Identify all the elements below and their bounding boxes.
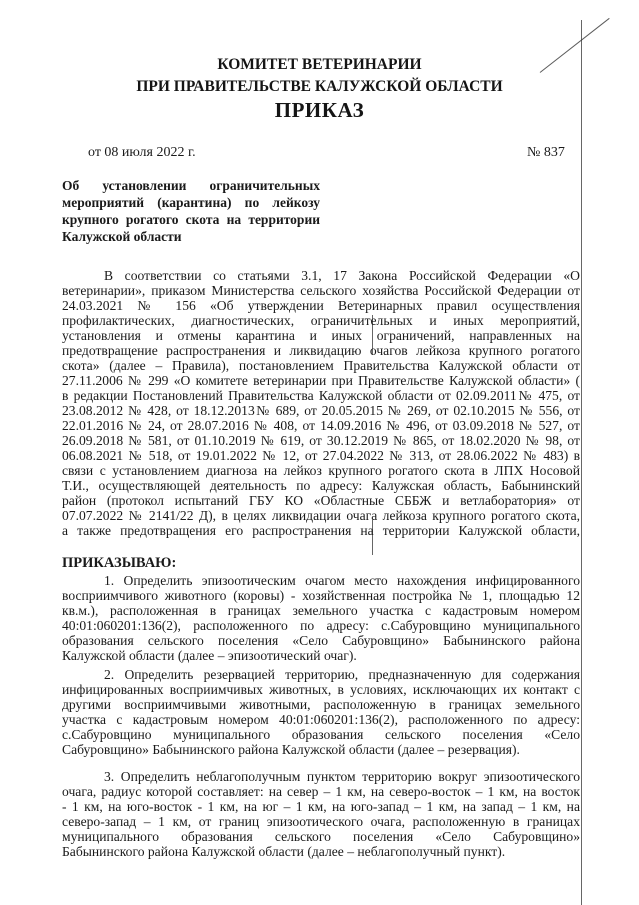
order-item-line: 1. Определить эпизоотическим очагом место нахождения инфицированного <box>104 573 580 588</box>
subject-line: крупного рогатого скота на территории <box>62 212 320 227</box>
preamble-line: 24.03.2021 № 156 «Об утверждении Ветеринарных правил осуществления <box>62 298 580 313</box>
order-item-line: кв.м.), расположенная в границах земельного участка с кадастровым номером <box>62 603 580 618</box>
preamble-line: ветеринарии», приказом Министерства сельского хозяйства Российской Федерации от <box>62 283 580 298</box>
order-item-line: 40:01:060201:136(2), расположенного по адресу: с.Сабуровщино муниципального <box>62 618 580 633</box>
order-item-line: образования сельского поселения «Село Сабуровщино» Бабынинского района <box>62 633 580 648</box>
subject-line: мероприятий (карантина) по лейкозу <box>62 195 320 210</box>
order-item-line: Бабынинского района Калужской области (далее – неблагополучный пункт). <box>62 844 506 859</box>
preamble-line: Т.И., осуществляющей деятельность по адресу: Калужская область, Бабынинский <box>62 478 580 493</box>
order-item-line: 3. Определить неблагополучным пунктом территорию вокруг эпизоотического <box>104 769 580 784</box>
preamble-line: 07.07.2022 № 2141/22 Д), в целях ликвидации очага лейкоза крупного рогатого скота, <box>62 508 580 523</box>
preamble-line: профилактических, диагностических, ограничительных и иных мероприятий, <box>62 313 580 328</box>
preamble-line: 27.11.2006 № 299 «О комитете ветеринарии при Правительстве Калужской области» ( <box>62 373 580 388</box>
preamble-line: район (протокол испытаний ГБУ КО «Областные СББЖ и ветлаборатория» от <box>62 493 580 508</box>
org-name-line-1: КОМИТЕТ ВЕТЕРИНАРИИ <box>217 56 422 73</box>
order-item-line: 2. Определить резервацией территорию, предназначенную для содержания <box>104 667 580 682</box>
preamble-line: в редакции Постановлений Правительства Калужской области от 02.09.2011№ 475, от <box>62 388 580 403</box>
subject-line: Об установлении ограничительных <box>62 178 320 193</box>
scan-line-right <box>581 20 582 905</box>
preamble-line: 22.01.2016 № 24, от 28.07.2016 № 408, от 14.09.2016 № 496, от 03.09.2018 № 527, от <box>62 418 580 433</box>
order-item-line: инфицированных восприимчивых животных, в условиях, исключающих их контакт с <box>62 682 580 697</box>
preamble-line: предотвращение распространения и ликвидацию очагов лейкоза крупного рогатого <box>62 343 580 358</box>
preamble-line: установления и отмены карантина и иных ограничений, направленных на <box>62 328 580 343</box>
preamble-line: 26.09.2018 № 581, от 01.10.2019 № 619, от 30.12.2019 № 865, от 18.02.2020 № 98, от <box>62 433 580 448</box>
document-type: ПРИКАЗ <box>274 98 365 122</box>
orders-heading: ПРИКАЗЫВАЮ: <box>62 555 177 571</box>
preamble-line: В соответствии со статьями 3.1, 17 Закона Российской Федерации «О <box>104 268 580 283</box>
document-number: № 837 <box>527 145 565 160</box>
org-name-line-2: ПРИ ПРАВИТЕЛЬСТВЕ КАЛУЖСКОЙ ОБЛАСТИ <box>136 78 503 95</box>
subject-line: Калужской области <box>62 229 182 244</box>
order-item-line: Сабуровщино» Бабынинского района Калужской области (далее – резервация). <box>62 742 520 757</box>
order-item-line: - 1 км, на юго-восток - 1 км, на юг – 1 км, на юго-запад – 1 км, на запад – 1 км, на <box>62 799 580 814</box>
order-item-line: Калужской области (далее – эпизоотический очаг). <box>62 648 357 663</box>
order-item-line: муниципального образования сельского поселения «Село Сабуровщино» <box>62 829 580 844</box>
preamble-line: 23.08.2012 № 428, от 18.12.2013№ 689, от 20.05.2015 № 269, от 02.10.2015 № 556, от <box>62 403 580 418</box>
order-item-line: очага, радиус которой составляет: на север – 1 км, на северо-восток – 1 км, на восток <box>62 784 580 799</box>
preamble-line: 06.08.2021 № 518, от 19.01.2022 № 12, от 27.04.2022 № 313, от 28.06.2022 № 483) в <box>62 448 580 463</box>
order-item-line: восприимчивого животного (коровы) - хозяйственная постройка № 1, площадью 12 <box>62 588 580 603</box>
document-date: от 08 июля 2022 г. <box>88 145 196 160</box>
order-item-line: участка с кадастровым номером 40:01:060201:136(2), расположенного по адресу: <box>62 712 580 727</box>
preamble-line: связи с установлением диагноза на лейкоз крупного рогатого скота в ЛПХ Носовой <box>62 463 580 478</box>
preamble-line: а также предотвращения его распространения на территории Калужской области, <box>62 523 580 538</box>
order-item-line: северо-запад – 1 км, от границ эпизоотического очага, расположенную в границах <box>62 814 580 829</box>
preamble-line: скота» (далее – Правила), постановлением Правительства Калужской области от <box>62 358 580 373</box>
order-item-line: с.Сабуровщино муниципального образования сельского поселения «Село <box>62 727 580 742</box>
order-item-line: другими восприимчивыми животными, расположенную в границах земельного <box>62 697 580 712</box>
